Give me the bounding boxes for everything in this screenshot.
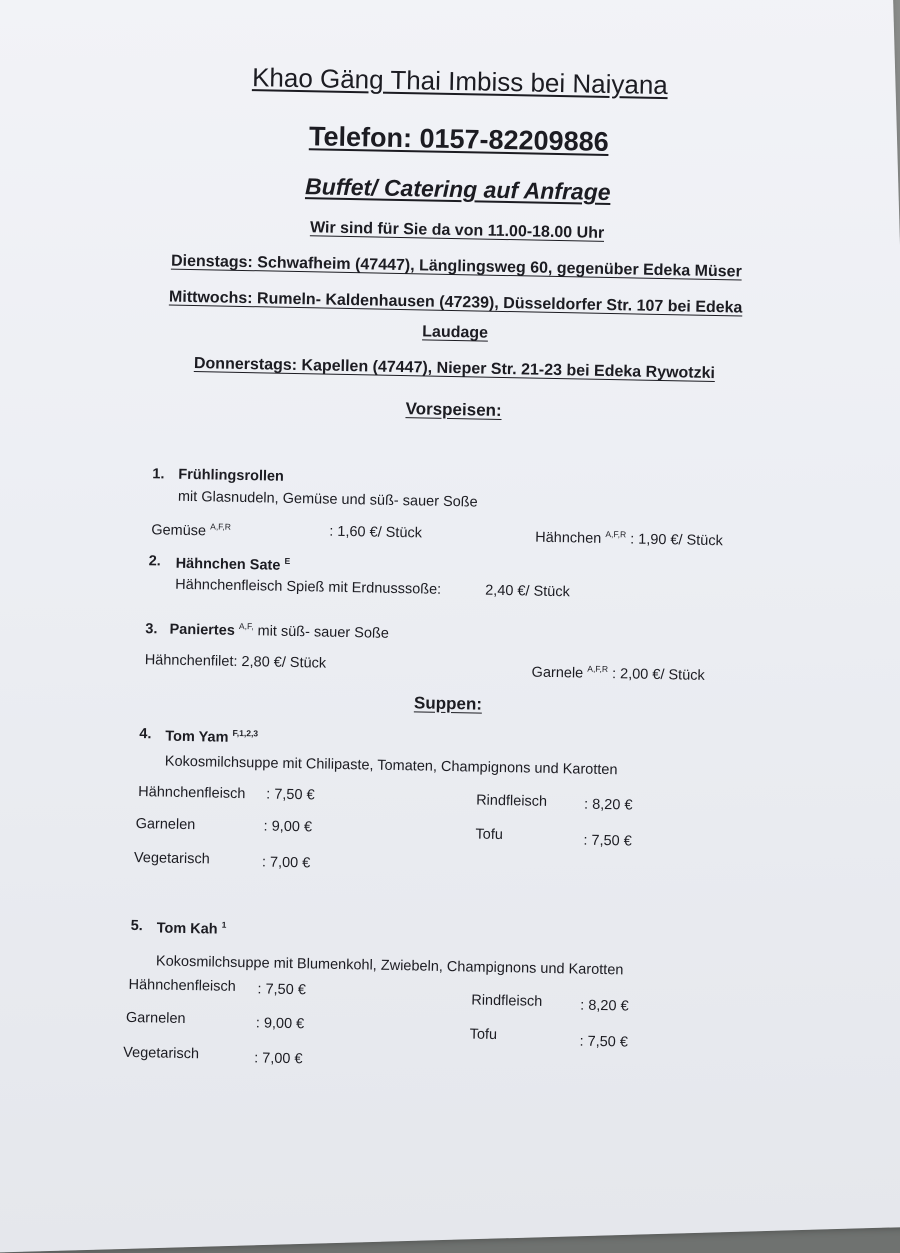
location-thursday: Donnerstags: Kapellen (47447), Nieper Str. 21-23 bei Edeka Rywotzki bbox=[193, 355, 716, 383]
option-name: Gemüse bbox=[151, 522, 207, 540]
option-price: Hähnchenfilet: 2,80 €/ Stück bbox=[144, 652, 327, 672]
allergen-codes: A,F,R bbox=[587, 663, 609, 675]
option-price: : 1,60 €/ Stück bbox=[329, 523, 423, 542]
price-value: : 8,20 € bbox=[583, 796, 633, 814]
price-value: : 9,00 € bbox=[255, 1015, 305, 1033]
section-heading-vorspeisen: Vorspeisen: bbox=[405, 399, 502, 420]
item-number: 5. bbox=[130, 917, 143, 935]
allergen-codes: F,1,2,3 bbox=[232, 727, 259, 739]
price-value: : 7,50 € bbox=[257, 981, 307, 999]
allergen-codes: 1 bbox=[221, 919, 227, 930]
price-value: : 7,00 € bbox=[254, 1050, 303, 1068]
allergen-codes: A,F,R bbox=[210, 521, 232, 532]
item-name: Tom Yam bbox=[165, 728, 229, 746]
price-label: Vegetarisch bbox=[123, 1044, 200, 1063]
price-value: : 7,50 € bbox=[579, 1033, 629, 1051]
item-description: mit Glasnudeln, Gemüse und süß- sauer Soße bbox=[177, 488, 478, 511]
section-heading-suppen: Suppen: bbox=[413, 693, 483, 714]
option-price: : 2,00 €/ Stück bbox=[611, 666, 705, 684]
price-label: Vegetarisch bbox=[133, 849, 210, 868]
location-wednesday: Mittwochs: Rumeln- Kaldenhausen (47239), Düsseldorfer Str. 107 bei Edeka bbox=[168, 288, 743, 317]
item-name: Frühlingsrollen bbox=[178, 466, 285, 485]
price-label: Tofu bbox=[475, 826, 504, 844]
item-title bbox=[145, 619, 389, 642]
item-name: Tom Kah bbox=[156, 920, 218, 938]
opening-hours: Wir sind für Sie da von 11.00-18.00 Uhr bbox=[309, 219, 605, 242]
price-value: : 9,00 € bbox=[263, 818, 313, 836]
item-title bbox=[175, 554, 290, 574]
item-number: 4. bbox=[139, 726, 152, 743]
option-price: : 1,90 €/ Stück bbox=[629, 531, 723, 550]
price-value: : 7,00 € bbox=[261, 854, 311, 872]
price-label: Rindfleisch bbox=[476, 792, 548, 810]
price-label: Garnelen bbox=[135, 816, 196, 834]
catering-note: Buffet/ Catering auf Anfrage bbox=[304, 173, 611, 206]
item-name: Hähnchen Sate bbox=[175, 555, 281, 574]
option-name: Garnele bbox=[531, 664, 584, 682]
price-value: : 8,20 € bbox=[580, 997, 629, 1015]
price-label: Rindfleisch bbox=[471, 992, 543, 1010]
restaurant-title: Khao Gäng Thai Imbiss bei Naiyana bbox=[251, 62, 669, 101]
price-value: : 7,50 € bbox=[266, 786, 315, 804]
price-label: Tofu bbox=[469, 1026, 498, 1043]
price-value: : 7,50 € bbox=[583, 832, 632, 850]
option-label bbox=[151, 520, 231, 540]
allergen-codes: A,F, bbox=[238, 620, 254, 632]
location-tuesday: Dienstags: Schwafheim (47447), Länglingsweg 60, gegenüber Edeka Müser bbox=[170, 252, 742, 281]
item-description: Hähnchenfleisch Spieß mit Erdnusssoße: bbox=[175, 576, 442, 598]
price-label: Hähnchenfleisch bbox=[138, 784, 246, 803]
item-suffix: mit süß- sauer Soße bbox=[257, 623, 390, 642]
item-description: Kokosmilchsuppe mit Blumenkohl, Zwiebeln, Champignons und Karotten bbox=[155, 953, 624, 979]
item-name: Paniertes bbox=[169, 621, 236, 639]
allergen-codes: A,F,R bbox=[605, 528, 627, 540]
option-name: Hähnchen bbox=[535, 529, 602, 547]
allergen-codes: E bbox=[284, 555, 291, 566]
item-number: 3. bbox=[145, 621, 158, 638]
option-label bbox=[531, 663, 704, 684]
option-label bbox=[535, 528, 723, 550]
price-label: Hähnchenfleisch bbox=[128, 976, 236, 995]
item-title bbox=[165, 727, 258, 747]
location-wednesday-cont: Laudage bbox=[422, 323, 489, 342]
phone-number: Telefon: 0157-82209886 bbox=[308, 121, 609, 157]
item-title bbox=[156, 918, 226, 937]
item-description: Kokosmilchsuppe mit Chilipaste, Tomaten, Champignons und Karotten bbox=[164, 753, 618, 779]
item-price: 2,40 €/ Stück bbox=[485, 582, 570, 601]
price-label: Garnelen bbox=[125, 1009, 186, 1027]
item-number: 1. bbox=[152, 466, 165, 483]
item-number: 2. bbox=[148, 553, 161, 570]
